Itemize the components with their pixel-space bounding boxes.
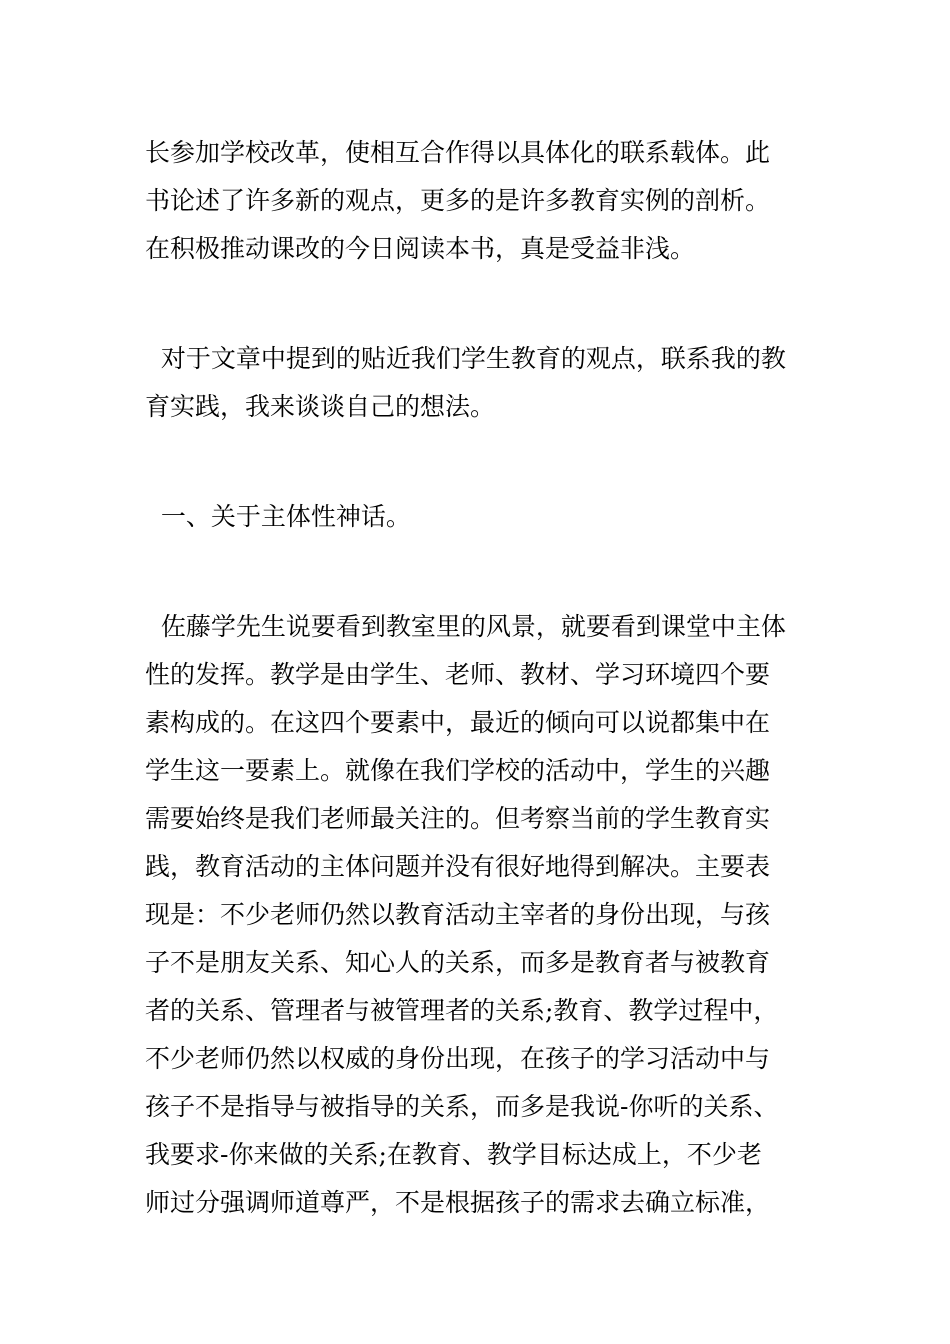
text-line: 长参加学校改革，使相互合作得以具体化的联系载体。此 [145,138,771,167]
text-line: 者的关系、管理者与被管理者的关系;教育、教学过程中， [145,996,779,1025]
text-line: 在积极推动课改的今日阅读本书，真是受益非浅。 [145,234,696,263]
text-line: 践，教育活动的主体问题并没有很好地得到解决。主要表 [145,852,771,881]
text-line: 师过分强调师道尊严，不是根据孩子的需求去确立标准， [145,1188,771,1217]
text-line: 子不是朋友关系、知心人的关系，而多是教育者与被教育 [145,948,771,977]
text-line: 对于文章中提到的贴近我们学生教育的观点，联系我的教 [145,344,786,373]
text-line: 素构成的。在这四个要素中，最近的倾向可以说都集中在 [145,708,771,737]
paragraph-2 [145,335,805,431]
section-heading: 一、关于主体性神话。 [145,502,411,531]
paragraph-3 [145,603,805,1227]
paragraph-1 [145,129,805,273]
text-line: 育实践，我来谈谈自己的想法。 [145,392,496,421]
text-line: 学生这一要素上。就像在我们学校的活动中，学生的兴趣 [145,756,771,785]
text-line: 需要始终是我们老师最关注的。但考察当前的学生教育实 [145,804,771,833]
text-line: 书论述了许多新的观点，更多的是许多教育实例的剖析。 [145,186,771,215]
text-line: 不少老师仍然以权威的身份出现，在孩子的学习活动中与 [145,1044,771,1073]
paragraph-spacer [145,273,805,335]
paragraph-spacer [145,541,805,603]
text-line: 佐藤学先生说要看到教室里的风景，就要看到课堂中主体 [145,612,786,641]
document-body [145,129,805,1227]
text-line: 孩子不是指导与被指导的关系，而多是我说-你听的关系、 [145,1092,779,1121]
paragraph-spacer [145,431,805,493]
text-line: 现是：不少老师仍然以教育活动主宰者的身份出现，与孩 [145,900,771,929]
text-line: 我要求-你来做的关系;在教育、教学目标达成上，不少老 [145,1140,762,1169]
section-heading-1 [145,493,805,541]
text-line: 性的发挥。教学是由学生、老师、教材、学习环境四个要 [145,660,771,689]
